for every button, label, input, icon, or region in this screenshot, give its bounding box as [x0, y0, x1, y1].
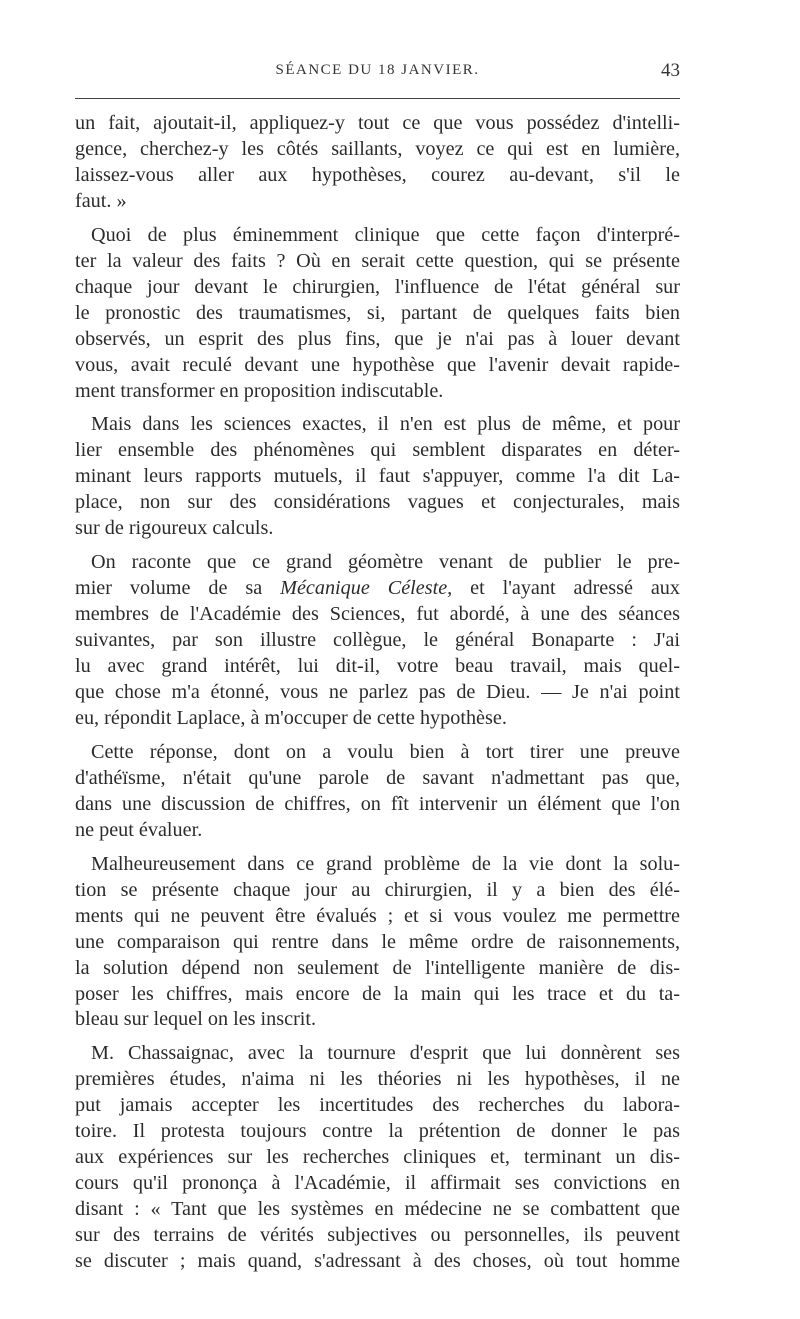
- text-line: Cette réponse, dont on a voulu bien à tort tirer une preuve: [91, 740, 680, 763]
- text-line: minant leurs rapports mutuels, il faut s'appuyer, comme l'a dit La-: [75, 465, 680, 488]
- text-line: disant : « Tant que les systèmes en médecine ne se combattent que: [75, 1198, 680, 1221]
- text-line: vous, avait reculé devant une hypothèse que l'avenir devait rapide-: [75, 353, 680, 376]
- text-line: premières études, n'aima ni les théories ni les hypothèses, il ne: [75, 1068, 680, 1091]
- text-line: cours qu'il prononça à l'Académie, il affirmait ses convictions en: [75, 1172, 680, 1195]
- text-line: put jamais accepter les incertitudes des recherches du labora-: [75, 1094, 680, 1117]
- text-line: chaque jour devant le chirurgien, l'influence de l'état général sur: [75, 275, 680, 298]
- running-title: SÉANCE DU 18 JANVIER.: [275, 62, 480, 78]
- running-head: [75, 62, 680, 88]
- text-line: ne peut évaluer.: [75, 818, 203, 841]
- text-line: M. Chassaignac, avec la tournure d'esprit que lui donnèrent ses: [91, 1042, 680, 1065]
- text-line: gence, cherchez-y les côtés saillants, voyez ce qui est en lumière,: [75, 137, 680, 160]
- paragraph-7: [75, 1041, 680, 1275]
- text-line: On raconte que ce grand géomètre venant de publier le pre-: [91, 551, 680, 574]
- paragraph-3: [75, 412, 680, 542]
- text-line: ment transformer en proposition indiscutable.: [75, 379, 444, 402]
- text-line: poser les chiffres, mais encore de la main qui les trace et du ta-: [75, 982, 680, 1005]
- text-line: tion se présente chaque jour au chirurgien, il y a bien des élé-: [75, 878, 680, 901]
- text-line: ter la valeur des faits ? Où en serait cette question, qui se présente: [75, 249, 680, 272]
- text-line-with-title: [75, 576, 680, 602]
- page-number: 43: [661, 60, 680, 81]
- text-line: ments qui ne peuvent être évalués ; et si vous voulez me permettre: [75, 904, 680, 927]
- paragraph-4: [75, 550, 680, 732]
- text-line: la solution dépend non seulement de l'intelligente manière de dis-: [75, 956, 680, 979]
- text-line: Malheureusement dans ce grand problème de la vie dont la solu-: [91, 852, 680, 875]
- text-line: dans une discussion de chiffres, on fît intervenir un élément que l'on: [75, 792, 680, 815]
- text-line: faut. »: [75, 189, 127, 212]
- text-line: sur de rigoureux calculs.: [75, 517, 274, 540]
- text-line: toire. Il protesta toujours contre la prétention de donner le pas: [75, 1120, 680, 1143]
- text-line: un fait, ajoutait-il, appliquez-y tout ce que vous possédez d'intelli-: [75, 112, 680, 134]
- text-line: lier ensemble des phénomènes qui semblent disparates en déter-: [75, 439, 680, 462]
- text-line: sur des terrains de vérités subjectives ou personnelles, ils peuvent: [75, 1224, 680, 1247]
- paragraph-6: [75, 852, 680, 1034]
- text-line: membres de l'Académie des Sciences, fut abordé, à une des séances: [75, 603, 680, 626]
- text-line: d'athéïsme, n'était qu'une parole de savant n'admettant pas que,: [75, 766, 680, 789]
- text-line: eu, répondit Laplace, à m'occuper de cette hypothèse.: [75, 706, 507, 729]
- text-line: suivantes, par son illustre collègue, le général Bonaparte : J'ai: [75, 629, 680, 652]
- text-fragment: mier volume de sa: [75, 577, 281, 600]
- text-fragment: et l'ayant adressé aux: [452, 577, 680, 600]
- header-rule: [75, 98, 680, 99]
- text-line: aux expériences sur les recherches cliniques et, terminant un dis-: [75, 1146, 680, 1169]
- text-line: une comparaison qui rentre dans le même ordre de raisonnements,: [75, 930, 680, 953]
- text-line: se discuter ; mais quand, s'adressant à des choses, où tout homme: [75, 1250, 680, 1273]
- paragraph-5: [75, 740, 680, 844]
- book-title: Mécanique Céleste,: [280, 577, 453, 600]
- text-line: bleau sur lequel on les inscrit.: [75, 1008, 317, 1031]
- body-text: [75, 111, 680, 1283]
- text-line: Quoi de plus éminemment clinique que cette façon d'interpré-: [91, 223, 680, 246]
- text-line: le pronostic des traumatismes, si, partant de quelques faits bien: [75, 301, 680, 324]
- text-line: laissez-vous aller aux hypothèses, courez au-devant, s'il le: [75, 163, 680, 186]
- text-line: observés, un esprit des plus fins, que je n'ai pas à louer devant: [75, 327, 680, 350]
- text-line: que chose m'a étonné, vous ne parlez pas de Dieu. — Je n'ai point: [75, 681, 680, 704]
- paragraph-1: [75, 111, 680, 215]
- text-line: lu avec grand intérêt, lui dit-il, votre beau travail, mais quel-: [75, 655, 680, 678]
- paragraph-2: [75, 223, 680, 405]
- text-line: Mais dans les sciences exactes, il n'en est plus de même, et pour: [91, 413, 680, 436]
- text-line: place, non sur des considérations vagues et conjecturales, mais: [75, 491, 680, 514]
